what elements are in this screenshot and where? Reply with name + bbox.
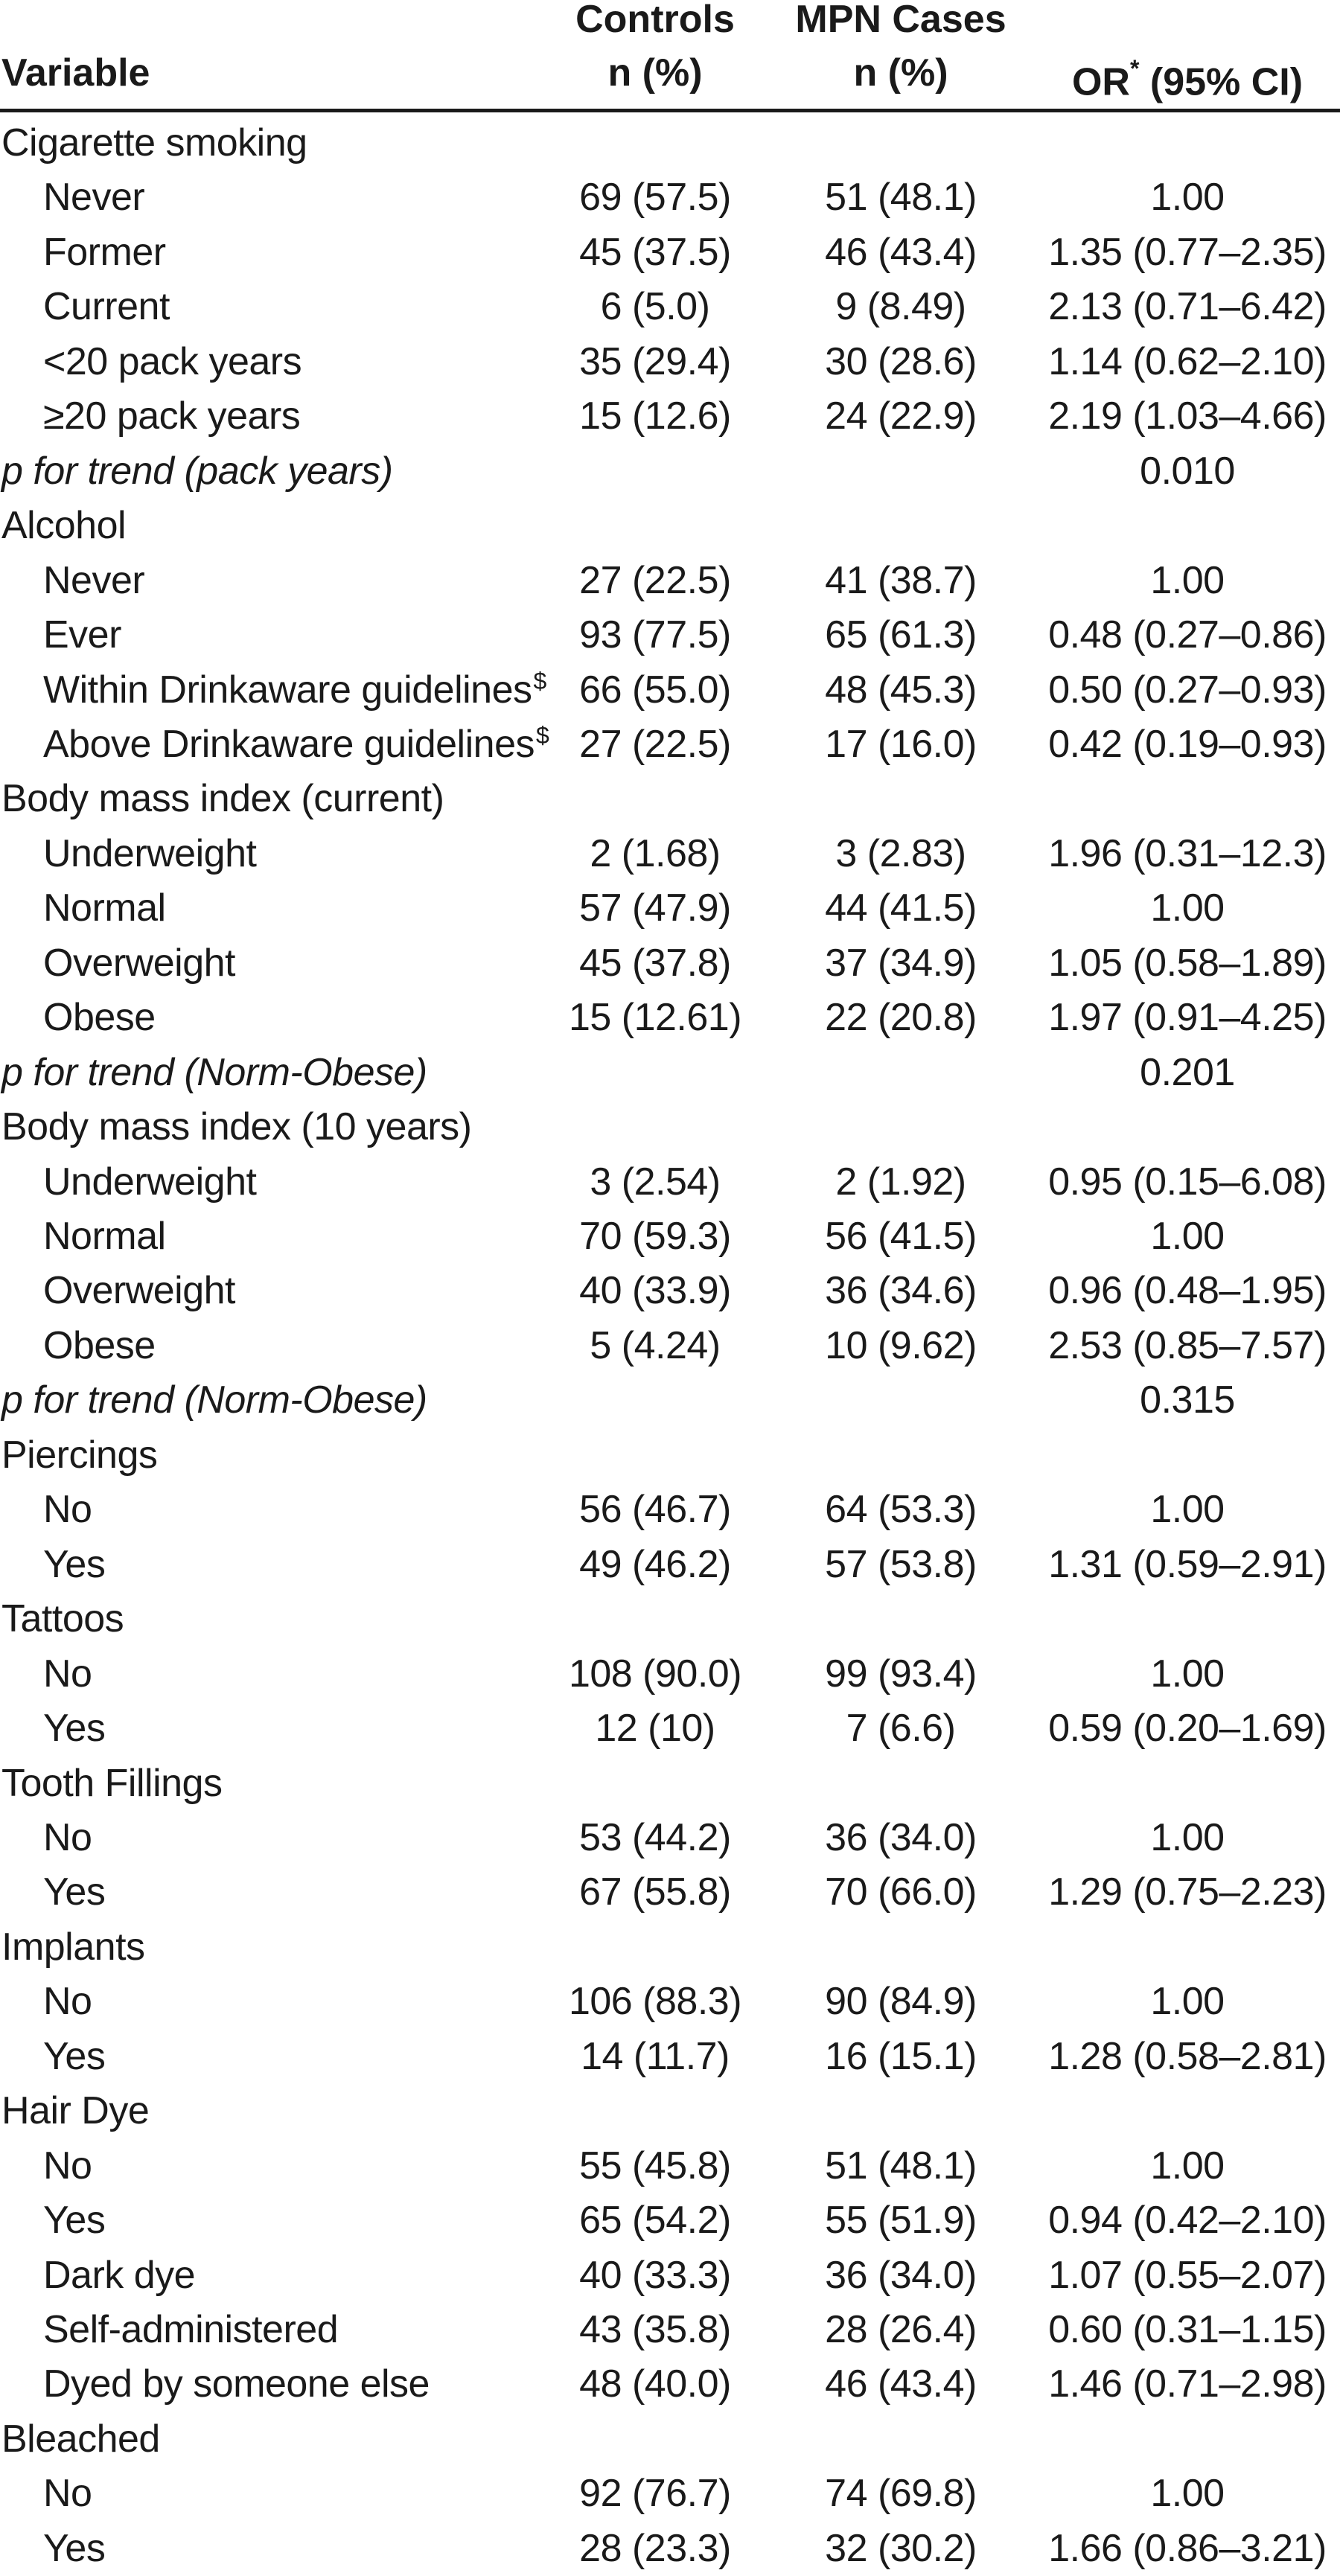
group-header-row bbox=[0, 1100, 1340, 1154]
table-row bbox=[0, 1155, 1340, 1209]
controls-cell: 15 (12.61) bbox=[568, 996, 742, 1040]
variable-label: Normal bbox=[43, 886, 166, 930]
variable-cell bbox=[43, 991, 156, 1045]
header-controls: Controls bbox=[575, 0, 735, 41]
table-row bbox=[0, 226, 1340, 280]
variable-label: ≥20 pack years bbox=[43, 394, 301, 438]
variable-cell bbox=[43, 1538, 105, 1592]
variable-label: p for trend (pack years) bbox=[1, 449, 393, 493]
controls-cell: 66 (55.0) bbox=[579, 668, 731, 712]
header-cases: MPN Cases bbox=[795, 0, 1006, 41]
variable-cell bbox=[43, 335, 302, 389]
variable-cell bbox=[1, 1373, 427, 1428]
controls-cell: 27 (22.5) bbox=[579, 558, 731, 602]
odds-ratio-cell: 1.00 bbox=[1150, 1815, 1225, 1859]
table-row bbox=[0, 1264, 1340, 1318]
cases-cell: 51 (48.1) bbox=[825, 176, 977, 220]
variable-cell bbox=[43, 170, 144, 225]
odds-ratio-cell: 0.48 (0.27–0.86) bbox=[1048, 613, 1327, 657]
table-row bbox=[0, 608, 1340, 662]
controls-cell: 6 (5.0) bbox=[600, 285, 710, 329]
table-row bbox=[0, 663, 1340, 717]
odds-ratio-cell: 2.13 (0.71–6.42) bbox=[1048, 285, 1327, 329]
controls-cell: 40 (33.9) bbox=[579, 1269, 731, 1313]
variable-label: No bbox=[43, 2144, 92, 2187]
variable-cell bbox=[1, 499, 126, 553]
variable-label: Implants bbox=[1, 1925, 145, 1969]
header-rule bbox=[0, 109, 1340, 112]
odds-ratio-cell: 0.010 bbox=[1140, 449, 1235, 493]
cases-cell: 57 (53.8) bbox=[825, 1542, 977, 1586]
variable-label: Overweight bbox=[43, 1269, 235, 1313]
variable-cell bbox=[43, 1319, 156, 1373]
controls-cell: 55 (45.8) bbox=[579, 2144, 731, 2187]
odds-ratio-cell: 1.14 (0.62–2.10) bbox=[1048, 339, 1327, 383]
footnote-mark: $ bbox=[533, 667, 546, 694]
cases-cell: 2 (1.92) bbox=[835, 1160, 966, 1204]
controls-cell: 35 (29.4) bbox=[579, 339, 731, 383]
controls-cell: 53 (44.2) bbox=[579, 1815, 731, 1859]
controls-cell: 45 (37.8) bbox=[579, 941, 731, 985]
trend-row bbox=[0, 1373, 1340, 1428]
variable-label: Dark dye bbox=[43, 2253, 196, 2297]
table-row bbox=[0, 827, 1340, 881]
controls-cell: 28 (23.3) bbox=[579, 2526, 731, 2570]
variable-label: Normal bbox=[43, 1215, 166, 1258]
controls-cell: 65 (54.2) bbox=[579, 2199, 731, 2243]
variable-cell bbox=[1, 116, 307, 170]
cases-cell: 90 (84.9) bbox=[825, 1980, 977, 2024]
variable-label: No bbox=[43, 2472, 92, 2516]
variable-cell bbox=[43, 1975, 92, 2029]
variable-label: Yes bbox=[43, 2526, 106, 2570]
variable-cell bbox=[1, 1920, 145, 1975]
controls-cell: 69 (57.5) bbox=[579, 176, 731, 220]
variable-cell bbox=[43, 1865, 105, 1920]
header-or-ci: (95% CI) bbox=[1149, 60, 1304, 104]
group-header-row bbox=[0, 2412, 1340, 2467]
variable-cell bbox=[43, 1701, 105, 1756]
odds-ratio-cell: 0.201 bbox=[1140, 1050, 1235, 1094]
controls-cell: 70 (59.3) bbox=[579, 1215, 731, 1258]
cases-cell: 17 (16.0) bbox=[825, 722, 977, 766]
variable-label: No bbox=[43, 1488, 92, 1532]
table-row bbox=[0, 1865, 1340, 1920]
controls-cell: 45 (37.5) bbox=[579, 230, 731, 274]
variable-label: Cigarette smoking bbox=[1, 121, 307, 164]
variable-label: Obese bbox=[43, 1323, 156, 1367]
odds-ratio-cell: 0.59 (0.20–1.69) bbox=[1048, 1707, 1327, 1751]
variable-label: <20 pack years bbox=[43, 339, 302, 383]
cases-cell: 55 (51.9) bbox=[825, 2199, 977, 2243]
odds-ratio-cell: 1.00 bbox=[1150, 2472, 1225, 2516]
controls-cell: 56 (46.7) bbox=[579, 1488, 731, 1532]
variable-cell bbox=[43, 1483, 92, 1537]
table-row bbox=[0, 2303, 1340, 2357]
cases-cell: 9 (8.49) bbox=[835, 285, 966, 329]
table-header bbox=[0, 0, 1340, 112]
table-row bbox=[0, 2193, 1340, 2248]
controls-cell: 15 (12.6) bbox=[579, 394, 731, 438]
table-row bbox=[0, 936, 1340, 991]
odds-ratio-cell: 2.19 (1.03–4.66) bbox=[1048, 394, 1327, 438]
table-row bbox=[0, 2522, 1340, 2576]
table-row bbox=[0, 389, 1340, 444]
variable-label: Dyed by someone else bbox=[43, 2362, 430, 2406]
cases-cell: 24 (22.9) bbox=[825, 394, 977, 438]
table-row bbox=[0, 1209, 1340, 1264]
cases-cell: 46 (43.4) bbox=[825, 2362, 977, 2406]
cases-cell: 32 (30.2) bbox=[825, 2526, 977, 2570]
variable-cell bbox=[1, 2412, 160, 2467]
odds-ratio-cell: 1.00 bbox=[1150, 558, 1225, 602]
variable-cell bbox=[1, 2084, 149, 2138]
cases-cell: 36 (34.6) bbox=[825, 1269, 977, 1313]
odds-ratio-cell: 0.95 (0.15–6.08) bbox=[1048, 1160, 1327, 1204]
variable-cell bbox=[43, 2303, 338, 2357]
variable-cell bbox=[1, 1046, 427, 1100]
controls-cell: 12 (10) bbox=[595, 1707, 715, 1751]
cases-cell: 10 (9.62) bbox=[825, 1323, 977, 1367]
controls-cell: 48 (40.0) bbox=[579, 2362, 731, 2406]
variable-cell bbox=[43, 881, 166, 936]
variable-label: Underweight bbox=[43, 831, 257, 875]
table-row bbox=[0, 2467, 1340, 2521]
group-header-row bbox=[0, 1757, 1340, 1811]
variable-cell bbox=[43, 663, 546, 722]
controls-cell: 108 (90.0) bbox=[568, 1652, 742, 1696]
table-row bbox=[0, 881, 1340, 936]
variable-label: Former bbox=[43, 230, 166, 274]
variable-label: Overweight bbox=[43, 941, 235, 985]
variable-label: p for trend (Norm-Obese) bbox=[1, 1378, 427, 1422]
group-header-row bbox=[0, 1428, 1340, 1483]
variable-label: Within Drinkaware guidelines bbox=[43, 668, 532, 712]
variable-cell bbox=[1, 1592, 124, 1646]
table-row bbox=[0, 1483, 1340, 1537]
table-row bbox=[0, 335, 1340, 389]
variable-cell bbox=[43, 1264, 235, 1318]
trend-row bbox=[0, 1046, 1340, 1100]
odds-ratio-cell: 1.35 (0.77–2.35) bbox=[1048, 230, 1327, 274]
cases-cell: 36 (34.0) bbox=[825, 1815, 977, 1859]
variable-cell bbox=[43, 827, 256, 881]
variable-cell bbox=[43, 280, 170, 334]
variable-cell bbox=[43, 1647, 92, 1701]
table-row bbox=[0, 280, 1340, 334]
variable-label: Current bbox=[43, 285, 170, 329]
odds-ratio-cell: 1.00 bbox=[1150, 2144, 1225, 2187]
table-row bbox=[0, 991, 1340, 1045]
variable-cell bbox=[43, 2467, 92, 2521]
variable-label: Above Drinkaware guidelines bbox=[43, 722, 535, 766]
odds-ratio-cell: 2.53 (0.85–7.57) bbox=[1048, 1323, 1327, 1367]
variable-label: Piercings bbox=[1, 1433, 158, 1477]
header-or-label: OR bbox=[1071, 60, 1130, 104]
variable-label: p for trend (Norm-Obese) bbox=[1, 1050, 427, 1094]
variable-cell bbox=[43, 2249, 195, 2303]
odds-ratio-cell: 1.00 bbox=[1150, 1488, 1225, 1532]
table-row bbox=[0, 2139, 1340, 2193]
variable-label: Body mass index (current) bbox=[1, 777, 444, 821]
group-header-row bbox=[0, 2084, 1340, 2138]
variable-cell bbox=[43, 2030, 105, 2084]
variable-cell bbox=[43, 2193, 105, 2248]
odds-ratio-cell: 1.28 (0.58–2.81) bbox=[1048, 2034, 1327, 2078]
odds-ratio-cell: 0.60 (0.31–1.15) bbox=[1048, 2308, 1327, 2351]
odds-ratio-cell: 1.05 (0.58–1.89) bbox=[1048, 941, 1327, 985]
cases-cell: 48 (45.3) bbox=[825, 668, 977, 712]
cases-cell: 64 (53.3) bbox=[825, 1488, 977, 1532]
cases-cell: 37 (34.9) bbox=[825, 941, 977, 985]
cases-cell: 41 (38.7) bbox=[825, 558, 977, 602]
odds-ratio-cell: 1.29 (0.75–2.23) bbox=[1048, 1870, 1327, 1914]
variable-cell bbox=[43, 608, 121, 662]
odds-ratio-cell: 1.00 bbox=[1150, 1215, 1225, 1258]
cases-cell: 30 (28.6) bbox=[825, 339, 977, 383]
footnote-mark: $ bbox=[536, 721, 549, 749]
cases-cell: 28 (26.4) bbox=[825, 2308, 977, 2351]
controls-cell: 93 (77.5) bbox=[579, 613, 731, 657]
odds-ratio-cell: 0.96 (0.48–1.95) bbox=[1048, 1269, 1327, 1313]
variable-label: Yes bbox=[43, 2034, 106, 2078]
variable-label: Never bbox=[43, 176, 145, 220]
group-header-row bbox=[0, 1920, 1340, 1975]
variable-label: Body mass index (10 years) bbox=[1, 1105, 472, 1149]
table-row bbox=[0, 1319, 1340, 1373]
odds-ratio-cell: 0.50 (0.27–0.93) bbox=[1048, 668, 1327, 712]
variable-cell bbox=[43, 2139, 92, 2193]
controls-cell: 106 (88.3) bbox=[568, 1980, 742, 2024]
variable-cell bbox=[43, 389, 300, 444]
table-row bbox=[0, 2357, 1340, 2412]
controls-cell: 67 (55.8) bbox=[579, 1870, 731, 1914]
variable-label: No bbox=[43, 1980, 92, 2024]
variable-label: Obese bbox=[43, 996, 156, 1040]
table-row bbox=[0, 554, 1340, 608]
group-header-row bbox=[0, 772, 1340, 826]
odds-ratio-cell: 1.46 (0.71–2.98) bbox=[1048, 2362, 1327, 2406]
controls-cell: 14 (11.7) bbox=[581, 2034, 730, 2078]
variable-cell bbox=[43, 2357, 430, 2412]
header-odds-ratio bbox=[1042, 46, 1333, 109]
variable-cell bbox=[43, 1155, 256, 1209]
controls-cell: 43 (35.8) bbox=[579, 2308, 731, 2351]
controls-cell: 57 (47.9) bbox=[579, 886, 731, 930]
variable-label: Yes bbox=[43, 2199, 106, 2243]
cases-cell: 46 (43.4) bbox=[825, 230, 977, 274]
cases-cell: 70 (66.0) bbox=[825, 1870, 977, 1914]
odds-ratio-cell: 1.00 bbox=[1150, 1652, 1225, 1696]
variable-cell bbox=[43, 2522, 105, 2576]
variable-cell bbox=[1, 772, 444, 826]
cases-cell: 44 (41.5) bbox=[825, 886, 977, 930]
group-header-row bbox=[0, 1592, 1340, 1646]
table-row bbox=[0, 2249, 1340, 2303]
controls-cell: 5 (4.24) bbox=[590, 1323, 721, 1367]
cases-cell: 3 (2.83) bbox=[835, 831, 966, 875]
cases-cell: 7 (6.6) bbox=[846, 1707, 956, 1751]
variable-label: Hair Dye bbox=[1, 2089, 150, 2133]
header-controls-unit: n (%) bbox=[607, 51, 703, 95]
table-row bbox=[0, 1975, 1340, 2029]
cases-cell: 22 (20.8) bbox=[825, 996, 977, 1040]
odds-ratio-cell: 0.315 bbox=[1140, 1378, 1235, 1422]
cases-cell: 74 (69.8) bbox=[825, 2472, 977, 2516]
variable-cell bbox=[1, 444, 393, 499]
odds-ratio-cell: 1.00 bbox=[1150, 176, 1225, 220]
cases-cell: 65 (61.3) bbox=[825, 613, 977, 657]
variable-label: Ever bbox=[43, 613, 121, 657]
variable-cell bbox=[43, 554, 144, 608]
variable-cell bbox=[1, 1757, 222, 1811]
cases-cell: 56 (41.5) bbox=[825, 1215, 977, 1258]
cases-cell: 16 (15.1) bbox=[825, 2034, 977, 2078]
variable-label: Underweight bbox=[43, 1160, 257, 1204]
variable-label: No bbox=[43, 1652, 92, 1696]
variable-cell bbox=[43, 226, 166, 280]
controls-cell: 27 (22.5) bbox=[579, 722, 731, 766]
odds-ratio-cell: 0.94 (0.42–2.10) bbox=[1048, 2199, 1327, 2243]
variable-cell bbox=[1, 1428, 157, 1483]
variable-label: Alcohol bbox=[1, 504, 127, 548]
controls-cell: 2 (1.68) bbox=[590, 831, 721, 875]
table-row bbox=[0, 1538, 1340, 1592]
odds-ratio-cell: 1.96 (0.31–12.3) bbox=[1048, 831, 1327, 875]
odds-ratio-cell: 1.07 (0.55–2.07) bbox=[1048, 2253, 1327, 2297]
group-header-row bbox=[0, 116, 1340, 170]
group-header-row bbox=[0, 499, 1340, 553]
controls-cell: 40 (33.3) bbox=[579, 2253, 731, 2297]
odds-ratio-cell: 1.00 bbox=[1150, 886, 1225, 930]
controls-cell: 49 (46.2) bbox=[579, 1542, 731, 1586]
table-row bbox=[0, 1811, 1340, 1865]
variable-label: No bbox=[43, 1815, 92, 1859]
variable-label: Bleached bbox=[1, 2417, 160, 2461]
cases-cell: 36 (34.0) bbox=[825, 2253, 977, 2297]
odds-ratio-cell: 1.31 (0.59–2.91) bbox=[1048, 1542, 1327, 1586]
header-variable: Variable bbox=[1, 51, 150, 95]
table-row bbox=[0, 2030, 1340, 2084]
table-row bbox=[0, 170, 1340, 225]
controls-cell: 92 (76.7) bbox=[579, 2472, 731, 2516]
variable-cell bbox=[43, 1811, 92, 1865]
cases-cell: 51 (48.1) bbox=[825, 2144, 977, 2187]
header-or-footnote-mark: * bbox=[1129, 55, 1140, 82]
variable-label: Yes bbox=[43, 1870, 106, 1914]
cases-cell: 99 (93.4) bbox=[825, 1652, 977, 1696]
odds-ratio-cell: 1.97 (0.91–4.25) bbox=[1048, 996, 1327, 1040]
variable-cell bbox=[1, 1100, 472, 1154]
table-row bbox=[0, 717, 1340, 772]
header-cases-unit: n (%) bbox=[853, 51, 948, 95]
variable-label: Tattoos bbox=[1, 1597, 124, 1641]
odds-ratio-cell: 0.42 (0.19–0.93) bbox=[1048, 722, 1327, 766]
variable-label: Tooth Fillings bbox=[1, 1761, 223, 1805]
variable-cell bbox=[43, 717, 549, 776]
table-row bbox=[0, 1647, 1340, 1701]
variable-label: Self-administered bbox=[43, 2308, 339, 2351]
odds-ratio-cell: 1.00 bbox=[1150, 1980, 1225, 2024]
variable-label: Yes bbox=[43, 1707, 106, 1751]
variable-label: Yes bbox=[43, 1542, 106, 1586]
variable-cell bbox=[43, 936, 235, 991]
odds-ratio-cell: 1.66 (0.86–3.21) bbox=[1048, 2526, 1327, 2570]
variable-cell bbox=[43, 1209, 166, 1264]
trend-row bbox=[0, 444, 1340, 499]
variable-label: Never bbox=[43, 558, 145, 602]
table-row bbox=[0, 1701, 1340, 1756]
controls-cell: 3 (2.54) bbox=[590, 1160, 721, 1204]
